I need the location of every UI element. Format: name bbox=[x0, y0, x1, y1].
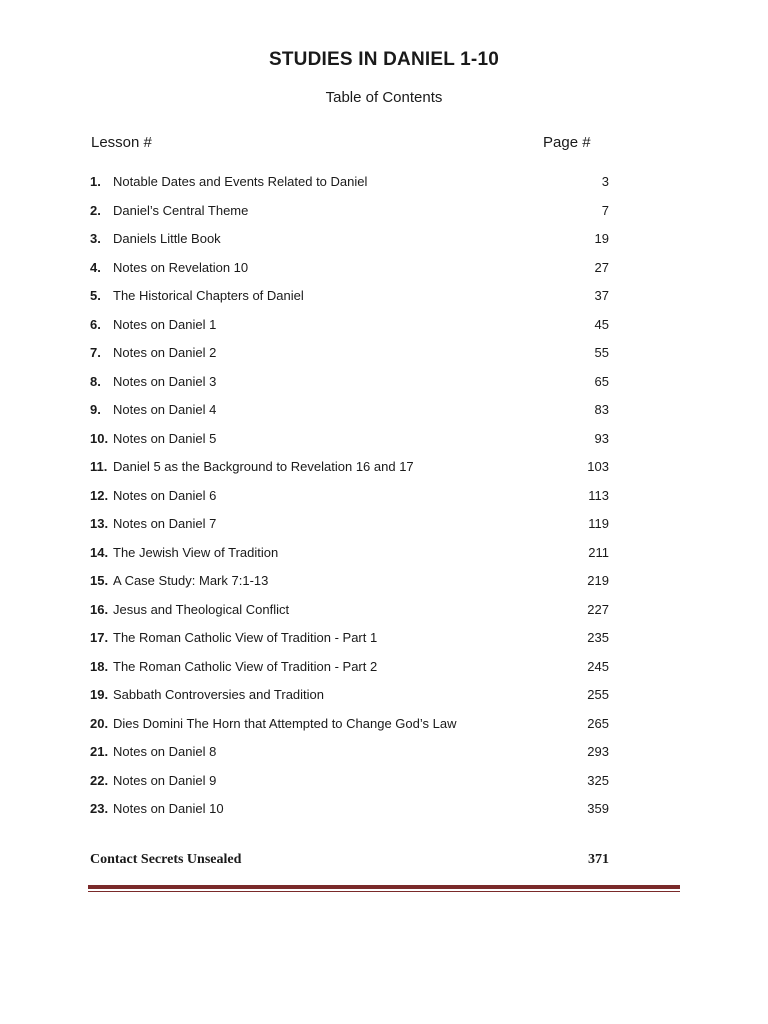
toc-entry bbox=[0, 229, 768, 258]
toc-entry-title: Notes on Daniel 5 bbox=[113, 430, 217, 446]
toc-entry-title: The Jewish View of Tradition bbox=[113, 544, 279, 560]
toc-entry-number: 17. bbox=[90, 630, 109, 645]
toc-entry-title: Notes on Daniel 10 bbox=[113, 801, 224, 816]
toc-entry-number: 14. bbox=[90, 544, 109, 560]
toc-entry bbox=[0, 372, 768, 401]
toc-entry-title: Notes on Daniel 6 bbox=[113, 487, 217, 503]
contact-entry bbox=[0, 852, 768, 872]
toc-entry-page: 211 bbox=[588, 544, 609, 560]
toc-entry-title: Notes on Daniel 1 bbox=[113, 316, 217, 332]
toc-entry bbox=[0, 343, 768, 372]
toc-entry-page: 325 bbox=[587, 772, 609, 788]
toc-entry-page: 19 bbox=[594, 231, 609, 246]
toc-entry bbox=[0, 172, 768, 201]
toc-entry-number: 1. bbox=[90, 174, 101, 189]
toc-entry-number: 12. bbox=[90, 487, 109, 503]
toc-entry-page: 93 bbox=[594, 430, 609, 446]
toc-entry-page: 3 bbox=[601, 174, 609, 189]
toc-entry-page: 113 bbox=[588, 487, 609, 503]
toc-entry bbox=[0, 315, 768, 344]
toc-entry-title: Daniel’s Central Theme bbox=[113, 202, 249, 218]
toc-entry-number: 3. bbox=[90, 231, 101, 246]
toc-entry-title: Notes on Daniel 3 bbox=[113, 373, 217, 389]
toc-entry bbox=[0, 685, 768, 714]
toc-entry-number: 16. bbox=[90, 601, 109, 617]
toc-entry-page: 45 bbox=[594, 316, 609, 332]
toc-entry bbox=[0, 400, 768, 429]
toc-entry bbox=[0, 201, 768, 230]
toc-entry-title: Daniel 5 as the Background to Revelation 16 and 17 bbox=[113, 459, 414, 474]
toc-entry-number: 5. bbox=[90, 288, 101, 303]
toc-entry-number: 23. bbox=[90, 801, 109, 816]
footer-divider bbox=[88, 885, 680, 892]
toc-entry-page: 227 bbox=[587, 601, 609, 617]
toc-entry bbox=[0, 514, 768, 543]
toc-entry bbox=[0, 628, 768, 657]
toc-entry-title: The Roman Catholic View of Tradition - Part 2 bbox=[113, 658, 378, 674]
toc-entry bbox=[0, 657, 768, 686]
toc-entry-page: 245 bbox=[587, 658, 609, 674]
toc-entry bbox=[0, 742, 768, 771]
toc-entry-title: Daniels Little Book bbox=[113, 231, 221, 246]
toc-entry-number: 22. bbox=[90, 772, 109, 788]
toc-entry-page: 55 bbox=[594, 345, 609, 360]
toc-entry-number: 11. bbox=[90, 459, 108, 474]
toc-entry-page: 103 bbox=[587, 459, 609, 474]
document-subtitle: Table of Contents bbox=[325, 89, 443, 106]
toc-entry-number: 19. bbox=[90, 687, 109, 702]
toc-entry-title: The Roman Catholic View of Tradition - Part 1 bbox=[113, 630, 378, 645]
toc-entry bbox=[0, 714, 768, 743]
toc-entry bbox=[0, 286, 768, 315]
toc-entry-page: 7 bbox=[601, 202, 609, 218]
toc-entry-title: Notes on Daniel 8 bbox=[113, 744, 217, 759]
toc-entry bbox=[0, 429, 768, 458]
toc-entry-title: Notable Dates and Events Related to Daniel bbox=[113, 174, 368, 189]
toc-entry-page: 235 bbox=[587, 630, 609, 645]
toc-entry-number: 13. bbox=[90, 516, 109, 531]
toc-entry-number: 15. bbox=[90, 573, 109, 588]
contact-page-number: 371 bbox=[588, 852, 609, 867]
footer-divider-thick bbox=[88, 885, 680, 889]
toc-entry-title: Notes on Daniel 9 bbox=[113, 772, 217, 788]
toc-entry-title: Notes on Revelation 10 bbox=[113, 259, 249, 275]
toc-entry-number: 4. bbox=[90, 259, 101, 275]
footer-divider-thin bbox=[88, 891, 680, 892]
toc-entry-page: 65 bbox=[594, 373, 609, 389]
toc-entry-title: The Historical Chapters of Daniel bbox=[113, 288, 304, 303]
toc-entry-number: 9. bbox=[90, 402, 101, 417]
toc-entry-number: 8. bbox=[90, 373, 101, 389]
toc-entry bbox=[0, 771, 768, 800]
toc-entry-title: Jesus and Theological Conflict bbox=[113, 601, 290, 617]
toc-entry-number: 20. bbox=[90, 715, 109, 731]
toc-entry-number: 21. bbox=[90, 744, 109, 759]
toc-entry-title: Sabbath Controversies and Tradition bbox=[113, 687, 325, 702]
toc-entry-number: 10. bbox=[90, 430, 109, 446]
toc-entry bbox=[0, 457, 768, 486]
toc-entry-page: 27 bbox=[594, 259, 609, 275]
toc-entry-title: Notes on Daniel 2 bbox=[113, 345, 217, 360]
toc-entry-number: 18. bbox=[90, 658, 109, 674]
lesson-column-header: Lesson # bbox=[91, 134, 152, 151]
toc-entry-page: 293 bbox=[587, 744, 609, 759]
toc-entry-page: 119 bbox=[588, 516, 609, 531]
toc-entry-page: 255 bbox=[587, 687, 609, 702]
toc-entry-title: Dies Domini The Horn that Attempted to Change God’s Law bbox=[113, 715, 457, 731]
page-column-header: Page # bbox=[543, 134, 591, 151]
table-of-contents bbox=[0, 172, 768, 828]
toc-entry bbox=[0, 486, 768, 515]
toc-entry bbox=[0, 571, 768, 600]
toc-entry bbox=[0, 799, 768, 828]
toc-entry-page: 265 bbox=[587, 715, 609, 731]
toc-entry-page: 83 bbox=[594, 402, 609, 417]
contact-label: Contact Secrets Unsealed bbox=[90, 852, 242, 867]
toc-entry-number: 7. bbox=[90, 345, 101, 360]
toc-entry bbox=[0, 258, 768, 287]
toc-entry bbox=[0, 543, 768, 572]
toc-entry-number: 2. bbox=[90, 202, 101, 218]
toc-entry-page: 359 bbox=[587, 801, 609, 816]
toc-entry-title: Notes on Daniel 7 bbox=[113, 516, 217, 531]
document-title: STUDIES IN DANIEL 1-10 bbox=[269, 49, 499, 70]
toc-entry bbox=[0, 600, 768, 629]
toc-entry-title: A Case Study: Mark 7:1-13 bbox=[113, 573, 269, 588]
toc-entry-page: 37 bbox=[594, 288, 609, 303]
toc-entry-number: 6. bbox=[90, 316, 101, 332]
toc-entry-page: 219 bbox=[587, 573, 609, 588]
toc-entry-title: Notes on Daniel 4 bbox=[113, 402, 217, 417]
